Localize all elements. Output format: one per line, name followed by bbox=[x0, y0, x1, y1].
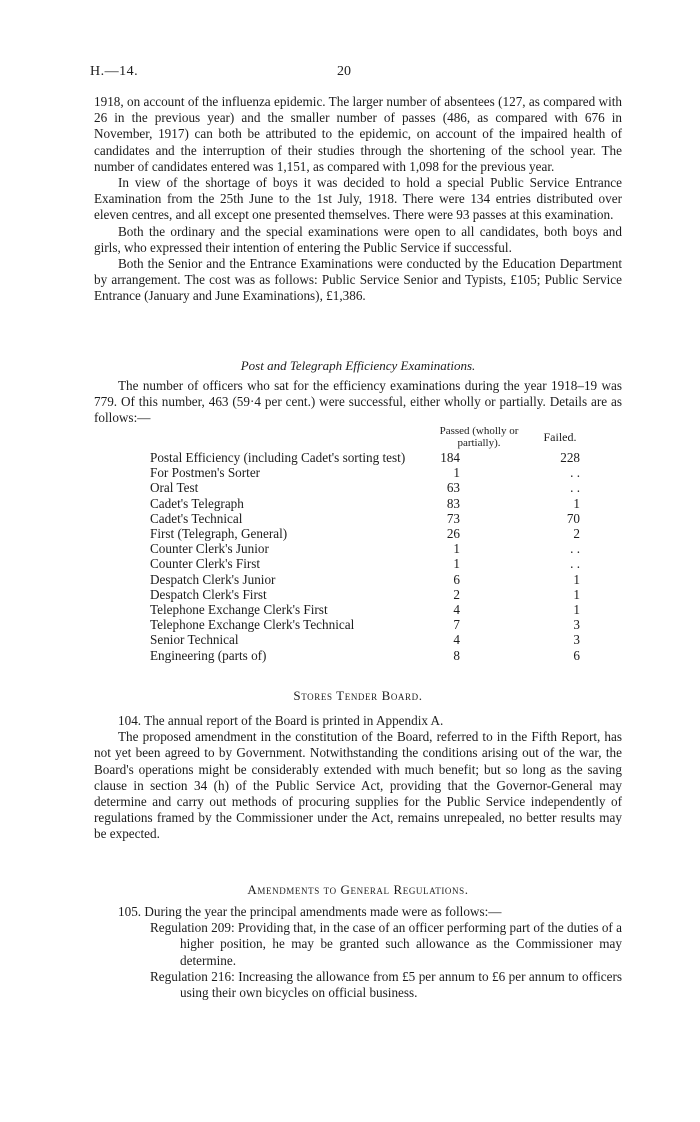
table-row bbox=[150, 587, 580, 602]
table-row bbox=[150, 556, 580, 571]
stores-text bbox=[94, 713, 622, 843]
table-row bbox=[150, 450, 580, 465]
passed-count: 4 bbox=[453, 602, 460, 617]
regulation-209: Regulation 209: Providing that, in the case of an officer performing part of the duties of a higher position, he may be granted such allowance as the Commissioner may determine. bbox=[150, 920, 622, 968]
table-row bbox=[150, 465, 580, 480]
stores-heading: Stores Tender Board. bbox=[293, 688, 423, 703]
paragraph-influenza: 1918, on account of the influenza epidemic. The larger number of absentees (127, as compared with 26 in the previous year) and the smaller number of passes (486, as compared with 676 in November, 1917) can both be attributed to the epidemic, on account of the impaired health of candidates and the interruption of their studies through the shortening of the school year. The number of candidates entered was 1,151, as compared with 1,098 for the previous year. bbox=[94, 94, 622, 174]
failed-count: . . bbox=[570, 480, 580, 496]
passed-count: 73 bbox=[446, 510, 460, 526]
post-telegraph-intro: The number of officers who sat for the efficiency examinations during the year 1918–19 was 779. Of this number, 463 (59·4 per cent.) were successful, either wholly or partially. Details are as follows:— bbox=[94, 378, 622, 426]
exam-name: Cadet's Telegraph bbox=[150, 495, 244, 511]
exam-name: Oral Test bbox=[150, 480, 199, 496]
exam-name: Despatch Clerk's First bbox=[150, 586, 267, 602]
table-row bbox=[150, 632, 580, 647]
failed-count: . . bbox=[570, 541, 580, 557]
failed-count: . . bbox=[570, 465, 580, 481]
failed-count: 1 bbox=[573, 586, 580, 602]
exam-name: First (Telegraph, General) bbox=[150, 526, 288, 541]
exam-name: Postal Efficiency (including Cadet's sorting test) bbox=[150, 450, 406, 465]
passed-count: 8 bbox=[453, 647, 460, 663]
amendments-heading: Amendments to General Regulations. bbox=[247, 882, 469, 897]
passed-count: 184 bbox=[440, 450, 460, 465]
passed-count: 6 bbox=[453, 571, 460, 587]
exam-name: Despatch Clerk's Junior bbox=[150, 571, 276, 587]
exam-name: Counter Clerk's First bbox=[150, 556, 261, 572]
paragraph-stores-amendment: The proposed amendment in the constitution of the Board, referred to in the Fifth Report, has not yet been agreed to by Government. Notwithstanding the conditions arising out of the war, the Board's operations might be considerably extended with much benefit; but so long as the saving clause in section 34 (h) of the Public Service Act, providing that the Governor-General may determine and carry out methods of procuring supplies for the Public Service independently of regulations framed by the Commissioner under the Act, remains unrepealed, no better results may be expected. bbox=[94, 729, 622, 842]
table-row bbox=[150, 648, 580, 663]
intro-text bbox=[94, 94, 622, 305]
table-row bbox=[150, 602, 580, 617]
page-number: 20 bbox=[337, 64, 351, 79]
exam-name: Telephone Exchange Clerk's Technical bbox=[150, 617, 355, 633]
exam-name: Senior Technical bbox=[150, 632, 239, 648]
paragraph-105: 105. During the year the principal amendments made were as follows:— bbox=[118, 904, 502, 919]
column-header-passed: Passed (wholly or partially). bbox=[439, 425, 519, 449]
table-row bbox=[150, 541, 580, 556]
table-row bbox=[150, 480, 580, 495]
column-header-failed: Failed. bbox=[543, 430, 577, 444]
table-row bbox=[150, 526, 580, 541]
passed-count: 1 bbox=[453, 541, 460, 557]
paragraph-104: 104. The annual report of the Board is printed in Appendix A. bbox=[118, 713, 444, 728]
passed-count: 1 bbox=[453, 556, 460, 572]
failed-count: 3 bbox=[573, 632, 580, 648]
table-row bbox=[150, 496, 580, 511]
exam-name: Cadet's Technical bbox=[150, 510, 243, 526]
regulation-216: Regulation 216: Increasing the allowance from £5 per annum to £6 per annum to officers using their own bicycles on official business. bbox=[150, 968, 622, 1001]
paragraph-cost: Both the Senior and the Entrance Examinations were conducted by the Education Department by arrangement. The cost was as follows: Public Service Senior and Typists, £105; Public Service Entrance (January and June Examinations), £1,386. bbox=[94, 256, 622, 304]
failed-count: 1 bbox=[573, 602, 580, 617]
failed-count: 228 bbox=[560, 450, 580, 465]
passed-count: 26 bbox=[446, 526, 460, 541]
exam-name: For Postmen's Sorter bbox=[150, 465, 261, 481]
table-row bbox=[150, 511, 580, 526]
passed-count: 83 bbox=[446, 495, 460, 511]
failed-count: 1 bbox=[573, 571, 580, 587]
exam-name: Telephone Exchange Clerk's First bbox=[150, 602, 328, 617]
exam-name: Engineering (parts of) bbox=[150, 647, 267, 663]
passed-count: 1 bbox=[453, 465, 460, 481]
failed-count: 2 bbox=[573, 526, 580, 541]
table-row bbox=[150, 572, 580, 587]
failed-count: 6 bbox=[573, 647, 580, 663]
post-telegraph-heading: Post and Telegraph Efficiency Examinations. bbox=[240, 358, 476, 373]
amendments-list bbox=[94, 904, 622, 1001]
failed-count: 1 bbox=[573, 495, 580, 511]
paragraph-open-candidates: Both the ordinary and the special examinations were open to all candidates, both boys and girls, who expressed their intention of entering the Public Service if successful. bbox=[94, 223, 622, 255]
passed-count: 7 bbox=[453, 617, 460, 633]
passed-count: 4 bbox=[453, 632, 460, 648]
passed-count: 63 bbox=[446, 480, 460, 496]
report-reference: H.—14. bbox=[90, 64, 139, 79]
paragraph-special-exam: In view of the shortage of boys it was decided to hold a special Public Service Entrance Examination from the 25th June to the 1st July, 1918. There were 134 entries distributed over eleven centres, and all except one presented themselves. There were 93 passes at this examination. bbox=[94, 175, 622, 223]
failed-count: . . bbox=[570, 556, 580, 572]
table-row bbox=[150, 617, 580, 632]
exam-name: Counter Clerk's Junior bbox=[150, 541, 269, 557]
failed-count: 70 bbox=[566, 510, 580, 526]
passed-count: 2 bbox=[453, 586, 460, 602]
failed-count: 3 bbox=[573, 617, 580, 633]
